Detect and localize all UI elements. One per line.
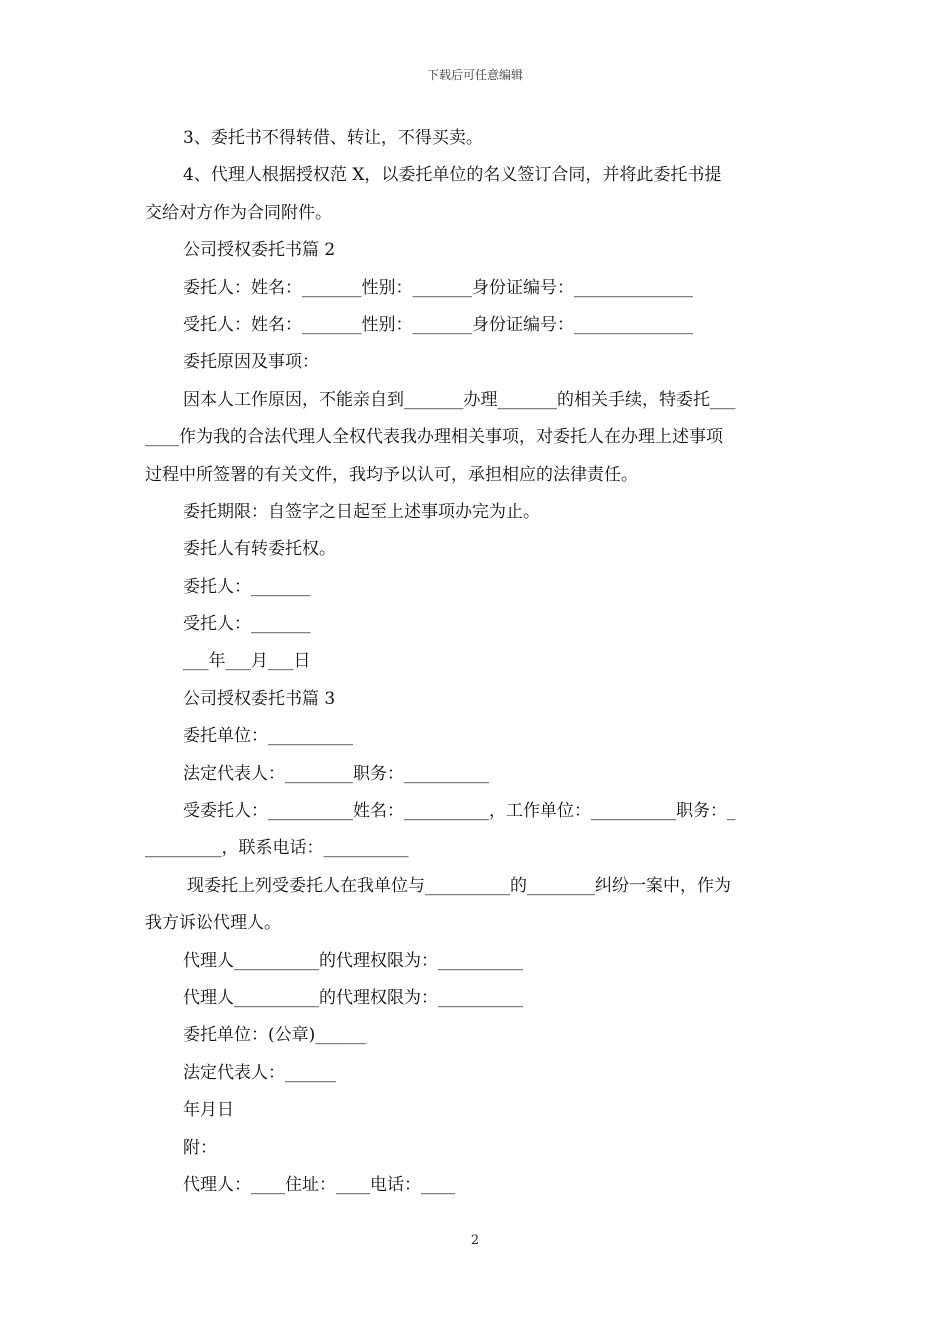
entrusted-person-line-1: 受委托人：__________姓名：__________，工作单位：__________职务：_ [183,801,736,822]
principal-info-line: 委托人：姓名：_______性别：_______身份证编号：______________ [183,277,693,298]
date-line: ___年___月___日 [183,651,311,672]
document-body [145,120,807,1204]
entrusting-unit-line: 委托单位：__________ [183,726,353,747]
agent-authority-line-2: 代理人__________的代理权限为：__________ [183,987,523,1008]
term-line: 委托期限：自签字之日起至上述事项办完为止。 [183,501,540,522]
reason-line-3: 过程中所签署的有关文件，我均予以认可，承担相应的法律责任。 [145,464,638,485]
agent-authority-line-1: 代理人__________的代理权限为：__________ [183,950,523,971]
appendix-heading: 附： [183,1137,217,1158]
reason-line-2: ____作为我的合法代理人全权代表我办理相关事项，对委托人在办理上述事项 [145,427,723,448]
legal-rep-position-line: 法定代表人：________职务：__________ [183,763,489,784]
sub-delegation-line: 委托人有转委托权。 [183,539,336,560]
agent-signature-line: 受托人：_______ [183,614,311,635]
clause-4-line-1: 4、代理人根据授权范 X，以委托单位的名义签订合同，并将此委托书提 [183,165,722,186]
litigation-line-1: 现委托上列受委托人在我单位与__________的________纠纷一案中，作为 [187,875,731,896]
legal-rep-line: 法定代表人：______ [183,1062,336,1083]
page-header: 下载后可任意编辑 [426,68,523,82]
reason-heading: 委托原因及事项： [183,352,319,373]
principal-signature-line: 委托人：_______ [183,576,311,597]
reason-line-1: 因本人工作原因，不能亲自到_______办理_______的相关手续，特委托___ [183,389,736,410]
entrusted-person-line-2: _________，联系电话：__________ [145,838,409,859]
clause-3: 3、委托书不得转借、转让，不得买卖。 [183,128,483,148]
agent-info-line: 受托人：姓名：_______性别：_______身份证编号：______________ [183,314,693,335]
section-title-3: 公司授权委托书篇 3 [183,688,336,709]
agent-contact-line: 代理人：____住址：____电话：____ [183,1174,455,1195]
ymd-line: 年月日 [183,1100,234,1121]
clause-4-line-2: 交给对方作为合同附件。 [145,202,332,223]
section-title-2: 公司授权委托书篇 2 [183,240,336,261]
unit-seal-line: 委托单位：(公章)______ [183,1025,367,1046]
litigation-line-2: 我方诉讼代理人。 [145,913,281,934]
page-number: 2 [470,1233,480,1248]
